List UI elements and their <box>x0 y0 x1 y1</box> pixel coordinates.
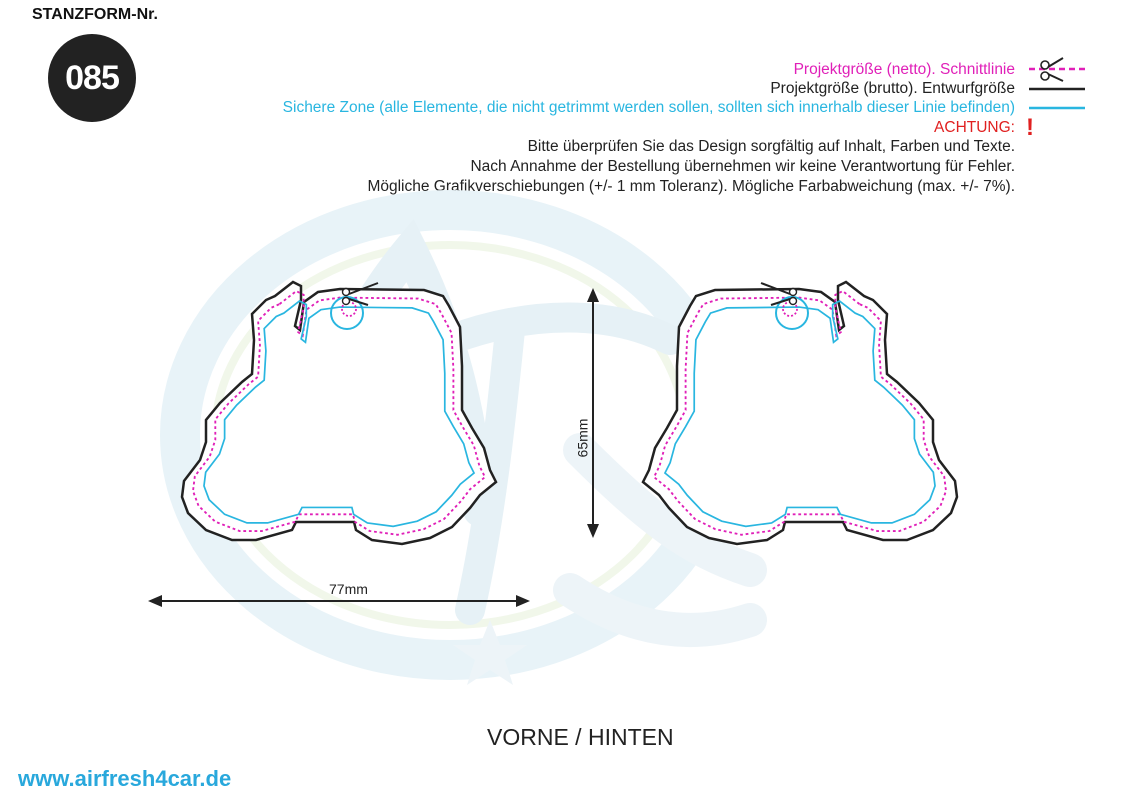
legend-safe-zone: Sichere Zone (alle Elemente, die nicht getrimmt werden sollen, sollten sich innerhalb dieser Linie befinden) <box>282 99 1015 116</box>
height-dimension-arrow <box>587 288 599 538</box>
width-label: 77mm <box>329 581 368 597</box>
stanzform-label: STANZFORM-Nr. <box>32 6 158 23</box>
legend-note-1: Bitte überprüfen Sie das Design sorgfältig auf Inhalt, Farben und Texte. <box>527 138 1015 155</box>
tractor-back <box>643 282 957 544</box>
legend-gross-size: Projektgröße (brutto). Entwurfgröße <box>770 80 1015 97</box>
svg-text:!: ! <box>1026 114 1034 141</box>
legend-note-3: Mögliche Grafikverschiebungen (+/- 1 mm Toleranz). Mögliche Farbabweichung (max. +/- 7%). <box>367 178 1015 195</box>
tractor-front <box>182 282 496 544</box>
legend-note-2: Nach Annahme der Bestellung übernehmen wir keine Verantwortung für Fehler. <box>470 158 1015 175</box>
view-label: VORNE / HINTEN <box>487 724 674 750</box>
height-label: 65mm <box>574 418 591 458</box>
legend-cut-line: Projektgröße (netto). Schnittlinie <box>793 61 1015 78</box>
legend-warning-title: ACHTUNG: <box>934 119 1015 136</box>
website-link[interactable]: www.airfresh4car.de <box>18 766 232 791</box>
form-number-badge: 085 <box>48 34 136 122</box>
